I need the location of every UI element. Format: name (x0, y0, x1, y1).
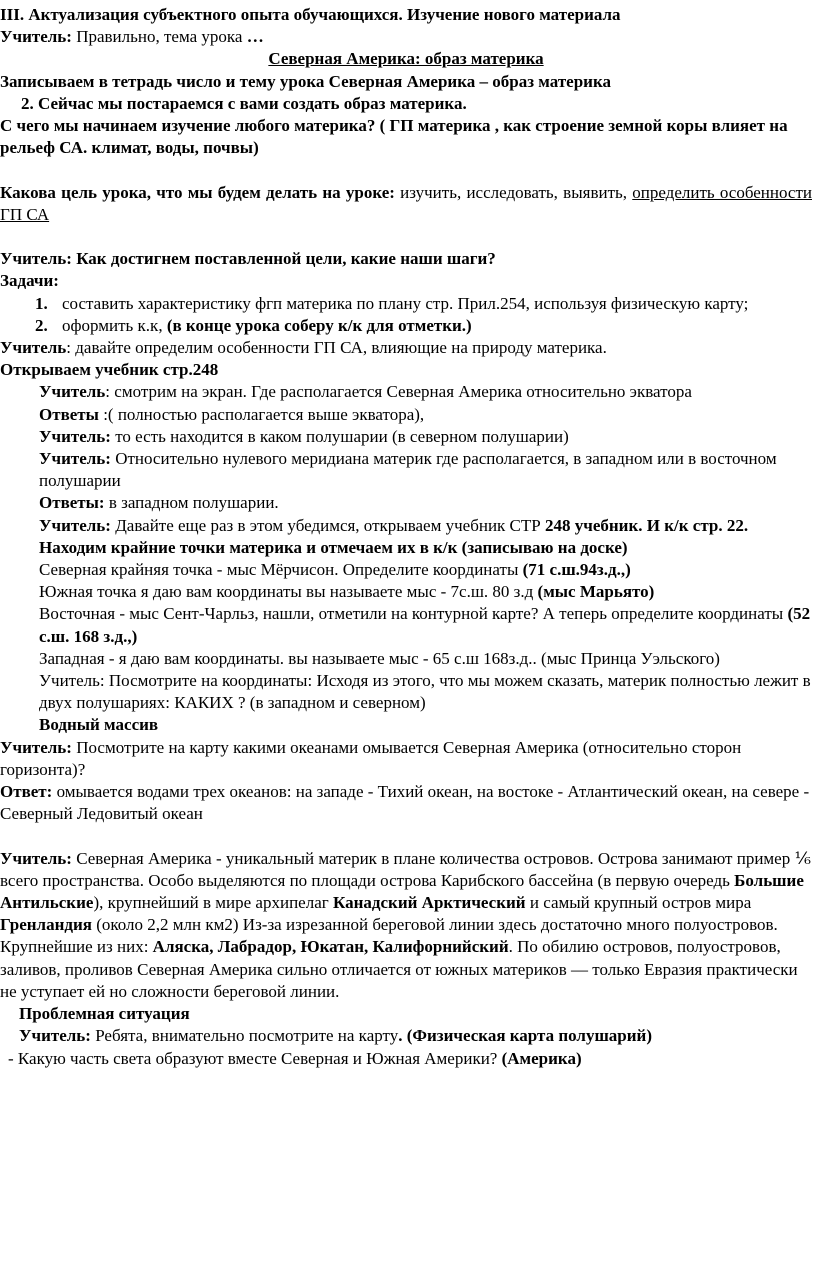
text: . По обилию островов, полуостровов, заливов, проливов Северная Америка сильно отличается от южных материков — только Евразия практически не уступает ей но сложности береговой линии. (0, 937, 798, 1001)
text: и самый крупный остров мира (525, 893, 752, 913)
speaker-label: Учитель: (0, 848, 72, 868)
text: Южная точка я даю вам координаты вы называете мыс - 7с.ш. 80 з.д (39, 582, 538, 602)
list-number: 2. (35, 315, 48, 335)
speaker-label: Учитель: (39, 515, 111, 535)
text: Северная крайняя точка - мыс Мёрчисон. Определите координаты (39, 560, 523, 580)
text: в западном полушарии. (104, 493, 279, 513)
paragraph-oceans-question (0, 737, 812, 781)
text: Относительно нулевого меридиана материк где располагается, в западном или в восточном полушарии (39, 449, 777, 491)
text-bold: (Америка) (501, 1048, 582, 1068)
ellipsis: … (246, 27, 264, 47)
blank-line (0, 159, 812, 181)
paragraph-map (0, 1025, 812, 1047)
speaker-label: Учитель: (0, 27, 72, 47)
goal-question: Какова цель урока, что мы будем делать на уроке: (0, 182, 395, 202)
text: :( полностью располагается выше экватора), (98, 404, 425, 424)
write-topic-line: Записываем в тетрадь число и тему урока Северная Америка – образ материка (0, 71, 612, 91)
open-book-line: Открываем учебник стр.248 (0, 360, 219, 380)
text: Правильно, тема урока (71, 27, 247, 47)
paragraph-answer-2 (0, 492, 812, 514)
tasks-heading: Задачи: (0, 271, 59, 291)
blank-line (0, 825, 812, 847)
steps-question: Учитель: Как достигнем поставленной цели, какие наши шаги? (0, 249, 496, 269)
paragraph-screen (0, 381, 812, 403)
speaker-label: Учитель: (0, 737, 72, 757)
text: омывается водами трех океанов: на западе - Тихий океан, на востоке - Атлантический океан, на севере - Северный Ледовитый океан (0, 782, 810, 824)
text-bold: Гренландия (0, 915, 92, 935)
speaker-label: Учитель: (19, 1026, 91, 1046)
text: ), крупнейший в мире архипелаг (93, 893, 333, 913)
paragraph-meridian (0, 448, 812, 492)
question-start: С чего мы начинаем изучение любого материка? ( ГП материка , как строение земной коры влияет на рельеф СА. климат, воды, почвы) (0, 116, 788, 158)
text: : смотрим на экран. Где располагается Северная Америка относительно экватора (105, 382, 692, 402)
text: Северная Америка - уникальный материк в плане количества островов. Острова занимают пример ⅙ всего пространства. Особо выделяются по площади острова Карибского бассейна (в первую очередь (0, 848, 811, 890)
point-2: 2. Сейчас мы постараемся с вами создать образ материка. (21, 93, 467, 113)
text: Ребята, внимательно посмотрите на карту (90, 1026, 399, 1046)
paragraph-gp (0, 337, 812, 359)
water-heading: Водный массив (39, 715, 159, 735)
goal-answer: изучить, исследовать, выявить, (394, 182, 633, 202)
paragraph-east-point (0, 603, 812, 647)
speaker-label: Учитель: (39, 426, 111, 446)
paragraph-answer-1 (0, 404, 812, 426)
text-bold: 248 учебник. И к/к стр. 22. Находим крайние точки материка и отмечаем их в к/к (записываю на доске) (39, 515, 749, 557)
text-bold: Аляска, Лабрадор, Юкатан, Калифорнийский (152, 937, 509, 957)
speaker-label: Учитель (0, 338, 67, 358)
paragraph-topic-intro (0, 26, 812, 48)
list-item (0, 315, 812, 337)
list-text: составить характеристику фгп материка по плану стр. Прил.254, используя физическую карту; (62, 293, 749, 313)
paragraph-hemisphere (0, 426, 812, 448)
list-item (0, 293, 812, 315)
text-bold: (мыс Марьято) (537, 582, 655, 602)
paragraph-west-point: Западная - я даю вам координаты. вы называете мыс - 65 с.ш 168з.д.. (мыс Принца Уэльского) (39, 648, 720, 668)
text: - Какую часть света образуют вместе Северная и Южная Америки? (8, 1048, 502, 1068)
goal-paragraph (0, 182, 812, 226)
paragraph-oceans-answer (0, 781, 812, 825)
text-bold: . (Физическая карта полушарий) (398, 1026, 653, 1046)
section-heading: III. Актуализация субъектного опыта обучающихся. Изучение нового материала (0, 5, 621, 24)
text-bold: Большие Антильские (0, 870, 804, 913)
text: Восточная - мыс Сент-Чарльз, нашли, отметили на контурной карте? А теперь определите координаты (39, 604, 788, 624)
speaker-label: Учитель (39, 382, 106, 402)
answer-label: Ответы: (39, 493, 105, 513)
paragraph-north-point (0, 559, 812, 581)
list-number: 1. (35, 293, 48, 313)
paragraph-islands (0, 848, 812, 1003)
text: (около 2,2 млн км2) Из-за изрезанной береговой линии здесь достаточно много полуостровов. Крупнейшие из них: (0, 915, 778, 957)
paragraph-coordinates: Учитель: Посмотрите на координаты: Исходя из этого, что мы можем сказать, материк полностью лежит в двух полушариях: КАКИХ ? (в западном и северном) (39, 671, 811, 713)
paragraph-south-point (0, 581, 812, 603)
text: Давайте еще раз в этом убедимся, открываем учебник СТР (110, 515, 545, 535)
paragraph-check (0, 515, 812, 559)
text-bold: Канадский Арктический (332, 893, 526, 913)
goal-answer-underlined: определить особенности ГП СА (0, 182, 812, 224)
speaker-label: Учитель: (39, 449, 111, 469)
text: : давайте определим особенности ГП СА, влияющие на природу материка. (66, 338, 607, 358)
lesson-topic-title: Северная Америка: образ материка (268, 49, 544, 69)
list-text: оформить к.к, (62, 315, 167, 335)
blank-line (0, 226, 812, 248)
paragraph-last-question (0, 1048, 812, 1070)
answer-label: Ответы (39, 404, 99, 424)
text: то есть находится в каком полушарии (в северном полушарии) (110, 426, 569, 446)
answer-label: Ответ: (0, 782, 53, 802)
text-bold: (71 с.ш.94з.д.,) (522, 560, 631, 580)
text-bold: (52 с.ш. 168 з.д.,) (39, 604, 811, 646)
list-text-bold: (в конце урока соберу к/к для отметки.) (166, 315, 472, 335)
problem-heading: Проблемная ситуация (19, 1004, 190, 1024)
text: Посмотрите на карту какими океанами омывается Северная Америка (относительно сторон горизонта)? (0, 737, 742, 779)
